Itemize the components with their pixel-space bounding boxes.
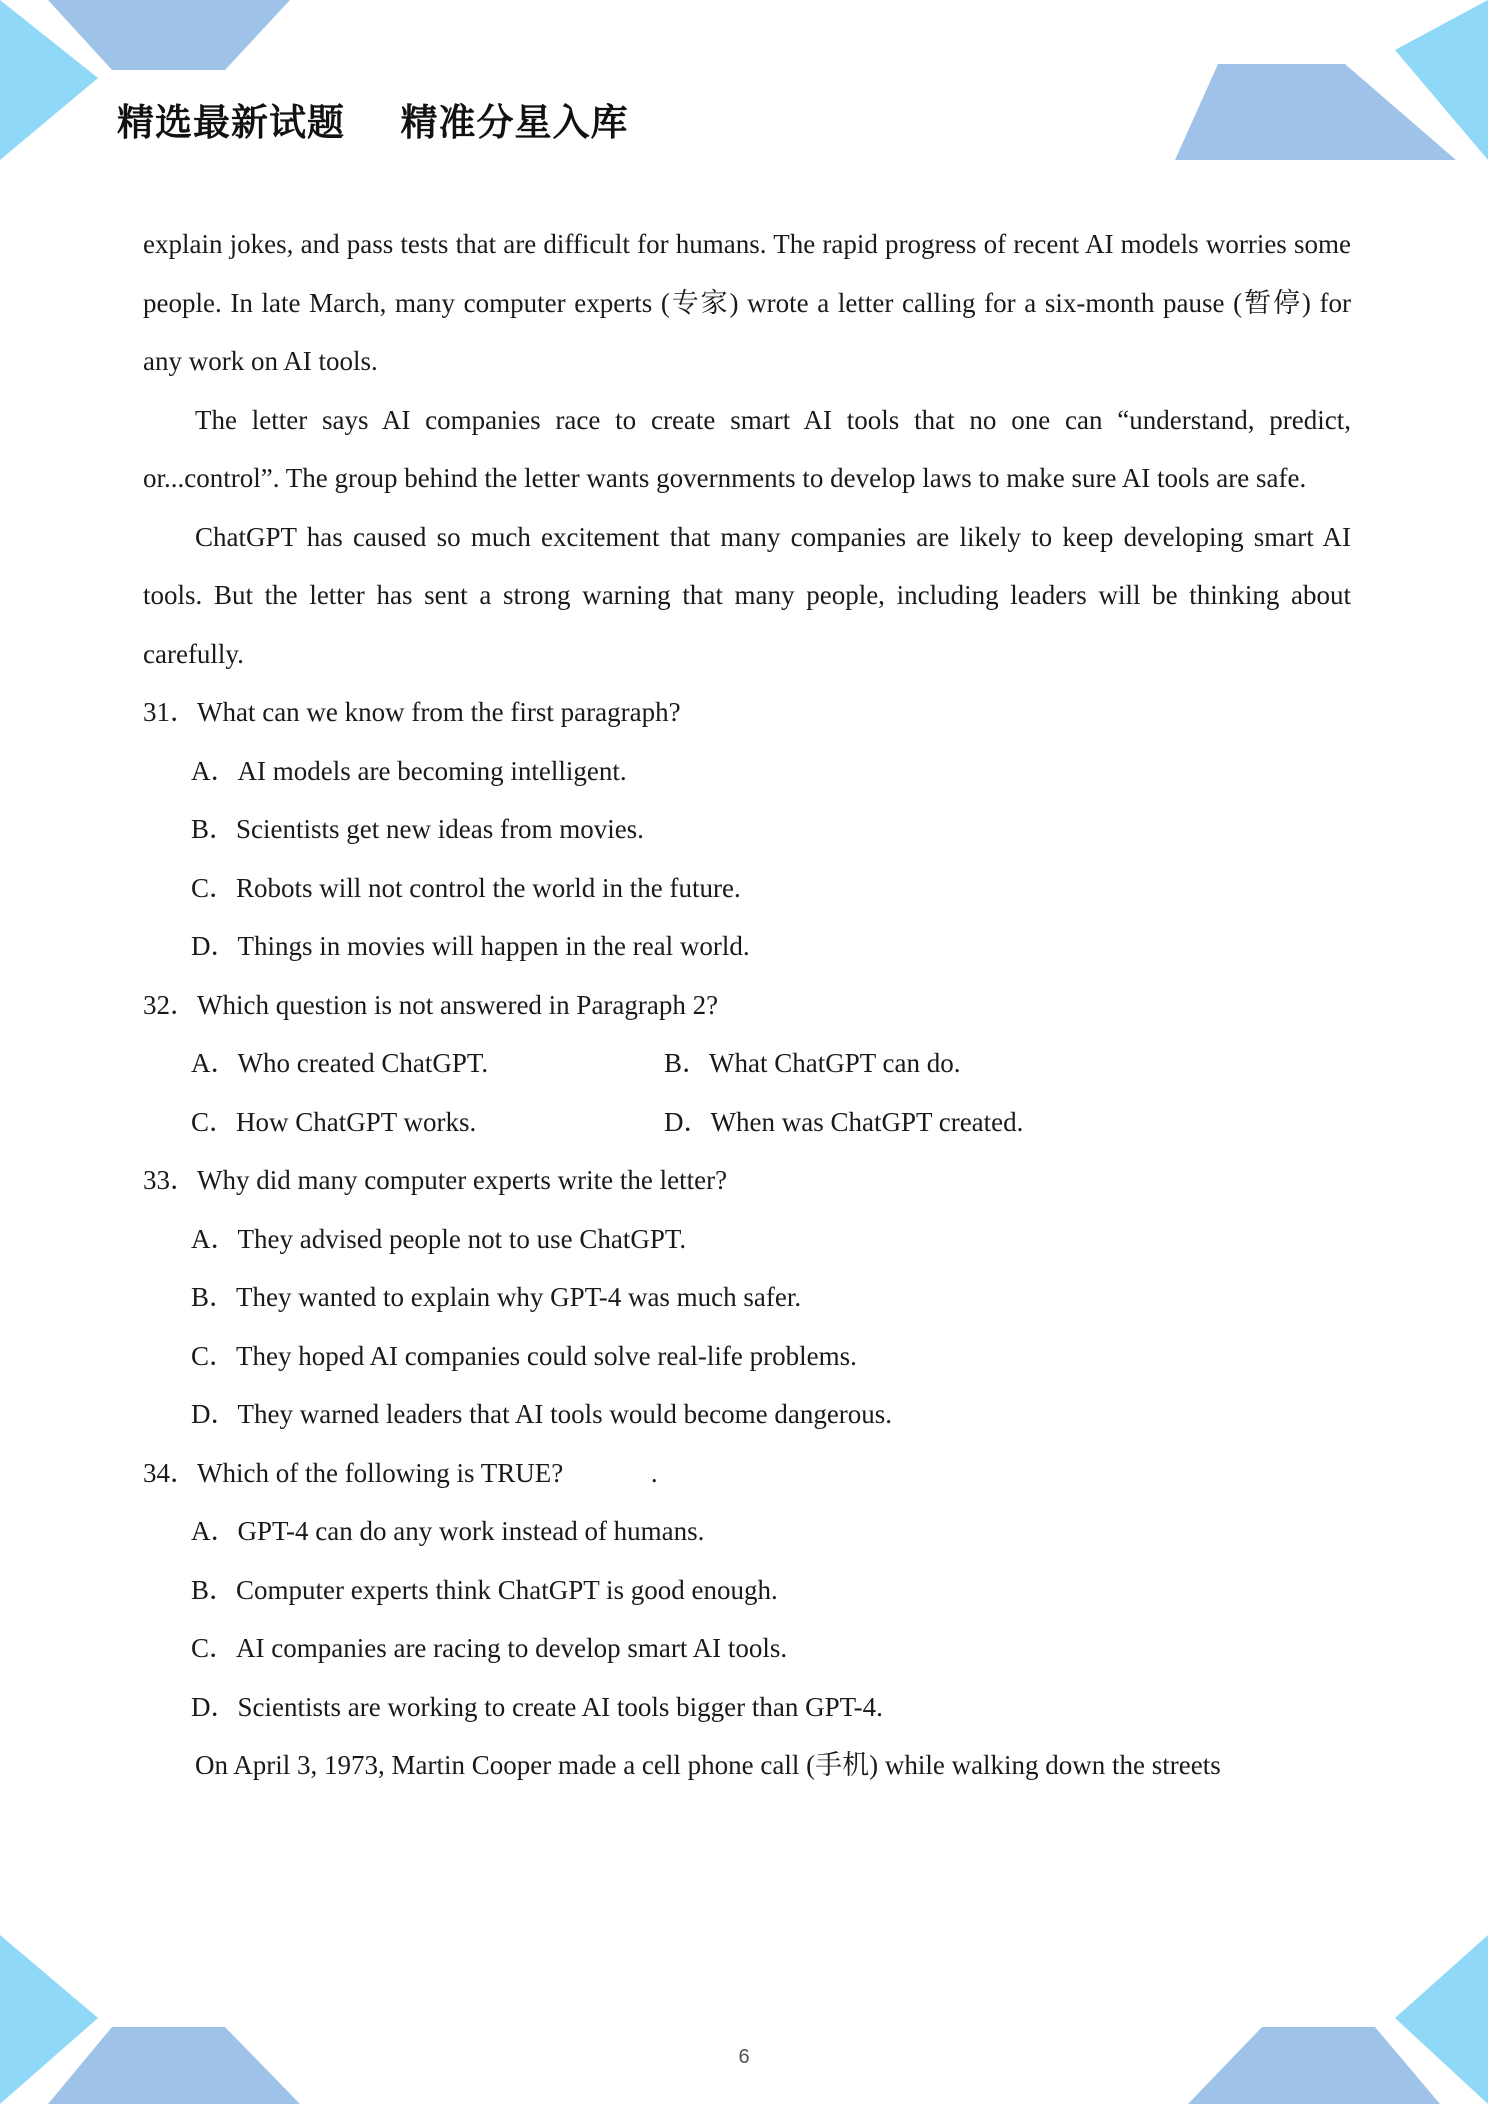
- question-33-option-d: D．They warned leaders that AI tools would become dangerous.: [191, 1399, 893, 1429]
- header-title: 精选最新试题 精准分星入库: [117, 101, 629, 144]
- question-33-option-a: A．They advised people not to use ChatGPT.: [191, 1223, 687, 1254]
- passage-paragraph: The letter says AI companies race to create smart AI tools that no one can “understand, predict, or...control”. The group behind the letter wants governments to develop laws to make sure AI tools are safe.: [143, 404, 1351, 493]
- question-34-option-c: C．AI companies are racing to develop smart AI tools.: [191, 1633, 788, 1663]
- question-32-option-c: C．How ChatGPT works.: [191, 1106, 477, 1137]
- question-31-stem: 31．What can we know from the first paragraph?: [143, 697, 681, 727]
- page-number: 6: [738, 2046, 750, 2068]
- question-34-option-d: D．Scientists are working to create AI tools bigger than GPT-4.: [191, 1691, 883, 1722]
- question-33-option-b: B．They wanted to explain why GPT-4 was much safer.: [191, 1282, 802, 1312]
- question-33-option-c: C．They hoped AI companies could solve real-life problems.: [191, 1340, 857, 1371]
- question-32-stem: 32．Which question is not answered in Paragraph 2?: [143, 989, 719, 1020]
- question-34-stem: 34．Which of the following is TRUE? .: [143, 1457, 658, 1488]
- question-32-option-b: B．What ChatGPT can do.: [664, 1048, 961, 1078]
- document-body: [143, 215, 1351, 1795]
- question-31-option-b: B．Scientists get new ideas from movies.: [191, 814, 644, 844]
- next-passage-start: On April 3, 1973, Martin Cooper made a cell phone call (手机) while walking down the streets: [195, 1750, 1221, 1780]
- question-32-options-row: [143, 1034, 1351, 1093]
- top-left-trapezoid: [48, 0, 290, 70]
- question-32-option-a: A．Who created ChatGPT.: [191, 1048, 489, 1078]
- question-32-option-d: D．When was ChatGPT created.: [664, 1106, 1024, 1137]
- passage-paragraph: explain jokes, and pass tests that are difficult for humans. The rapid progress of recent AI models worries some people. In late March, many computer experts (专家) wrote a letter calling for a six-month pause (暂停) for any work on AI tools.: [143, 229, 1351, 376]
- question-31-option-c: C．Robots will not control the world in the future.: [191, 872, 741, 903]
- question-34-option-a: A．GPT-4 can do any work instead of humans.: [191, 1516, 705, 1546]
- question-31-option-a: A．AI models are becoming intelligent.: [191, 755, 627, 786]
- top-right-trapezoid: [1175, 64, 1456, 160]
- question-32-options-row: [143, 1093, 1351, 1152]
- question-31-option-d: D．Things in movies will happen in the real world.: [191, 931, 750, 961]
- passage-paragraph: ChatGPT has caused so much excitement that many companies are likely to keep developing smart AI tools. But the letter has sent a strong warning that many people, including leaders will be thinking about carefully.: [143, 521, 1351, 669]
- question-34-option-b: B．Computer experts think ChatGPT is good enough.: [191, 1574, 778, 1605]
- question-33-stem: 33．Why did many computer experts write the letter?: [143, 1165, 728, 1195]
